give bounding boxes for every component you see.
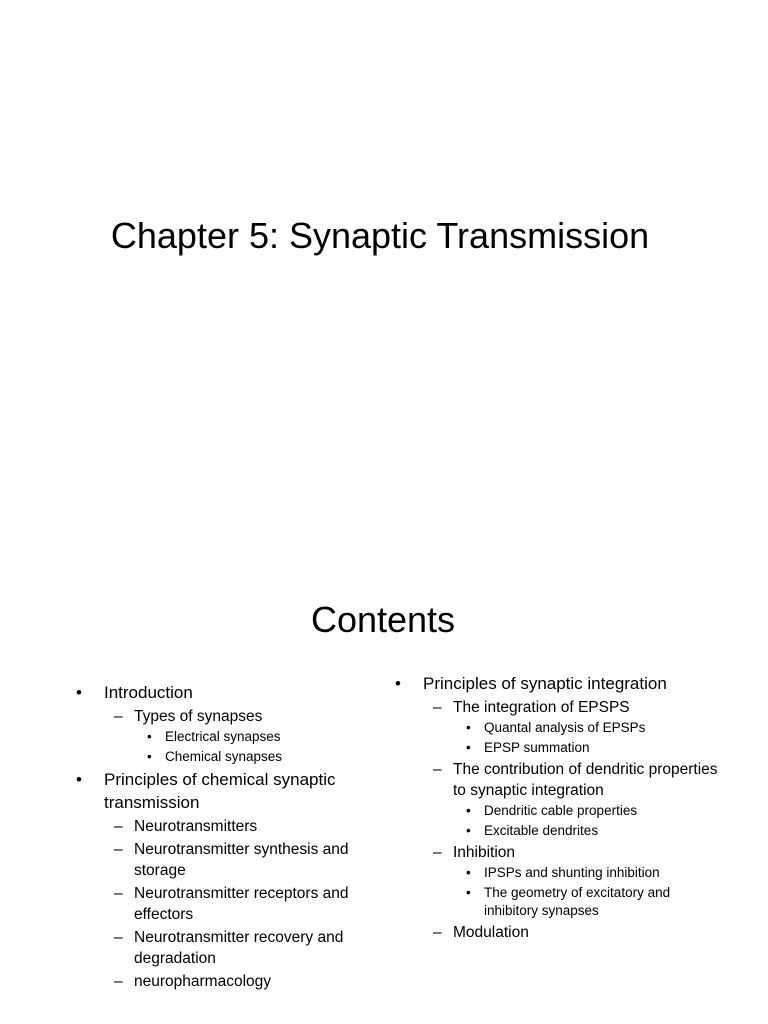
list-item-text: Neurotransmitter receptors and effectors xyxy=(134,885,349,923)
bullet-marker: • xyxy=(76,770,82,789)
list-item xyxy=(393,864,723,882)
list-item-text: Neurotransmitters xyxy=(134,818,258,835)
list-item-text: Principles of chemical synaptic transmission xyxy=(104,770,336,812)
bullet-marker: • xyxy=(147,729,152,744)
list-item-text: Types of synapses xyxy=(134,708,263,725)
list-item-text: Modulation xyxy=(453,924,529,941)
bullet-marker: • xyxy=(466,720,471,735)
list-item-text: neuropharmacology xyxy=(134,973,272,990)
list-item-text: Introduction xyxy=(104,683,193,702)
list-item xyxy=(393,922,723,943)
list-item-text: Neurotransmitter synthesis and storage xyxy=(134,841,349,879)
list-item xyxy=(74,883,374,925)
dash-marker: – xyxy=(433,924,442,941)
list-item xyxy=(74,681,374,704)
dash-marker: – xyxy=(433,844,442,861)
list-item-text: Excitable dendrites xyxy=(484,823,599,838)
dash-marker: – xyxy=(114,885,123,902)
bullet-marker: • xyxy=(466,885,471,900)
list-item-text: Quantal analysis of EPSPs xyxy=(484,720,646,735)
list-item-text: The integration of EPSPS xyxy=(453,699,630,716)
list-item-text: The geometry of excitatory and inhibitory synapses xyxy=(484,885,671,918)
list-item xyxy=(393,739,723,757)
contents-heading: Contents xyxy=(310,599,456,640)
bullet-marker: • xyxy=(147,749,152,764)
dash-marker: – xyxy=(433,699,442,716)
list-item-text: IPSPs and shunting inhibition xyxy=(484,865,660,880)
dash-marker: – xyxy=(433,761,442,778)
dash-marker: – xyxy=(114,841,123,858)
list-item xyxy=(393,884,723,920)
list-item xyxy=(74,728,374,746)
list-item xyxy=(393,719,723,737)
list-item-text: Chemical synapses xyxy=(165,749,283,764)
dash-marker: – xyxy=(114,818,123,835)
list-item xyxy=(74,816,374,837)
dash-marker: – xyxy=(114,708,123,725)
list-item xyxy=(74,971,374,992)
list-item-text: Principles of synaptic integration xyxy=(423,674,667,693)
list-item-text: Dendritic cable properties xyxy=(484,803,638,818)
list-item xyxy=(393,842,723,863)
list-item-text: Inhibition xyxy=(453,844,516,861)
list-item xyxy=(74,768,374,814)
contents-left-column xyxy=(74,680,374,993)
list-item-text: The contribution of dendritic properties to synaptic integration xyxy=(453,761,718,799)
list-item xyxy=(393,697,723,718)
list-item xyxy=(393,759,723,801)
list-item-text: EPSP summation xyxy=(484,740,590,755)
list-item xyxy=(393,802,723,820)
list-item-text: Neurotransmitter recovery and degradation xyxy=(134,929,344,967)
list-item xyxy=(74,706,374,727)
list-item xyxy=(393,822,723,840)
bullet-marker: • xyxy=(76,683,82,702)
chapter-title: Chapter 5: Synaptic Transmission xyxy=(110,215,650,256)
dash-marker: – xyxy=(114,973,123,990)
list-item xyxy=(74,839,374,881)
list-item xyxy=(393,672,723,695)
dash-marker: – xyxy=(114,929,123,946)
list-item-text: Electrical synapses xyxy=(165,729,281,744)
bullet-marker: • xyxy=(466,803,471,818)
bullet-marker: • xyxy=(466,740,471,755)
bullet-marker: • xyxy=(466,823,471,838)
list-item xyxy=(74,927,374,969)
list-item xyxy=(74,748,374,766)
contents-right-column xyxy=(393,671,723,944)
bullet-marker: • xyxy=(466,865,471,880)
bullet-marker: • xyxy=(395,674,401,693)
